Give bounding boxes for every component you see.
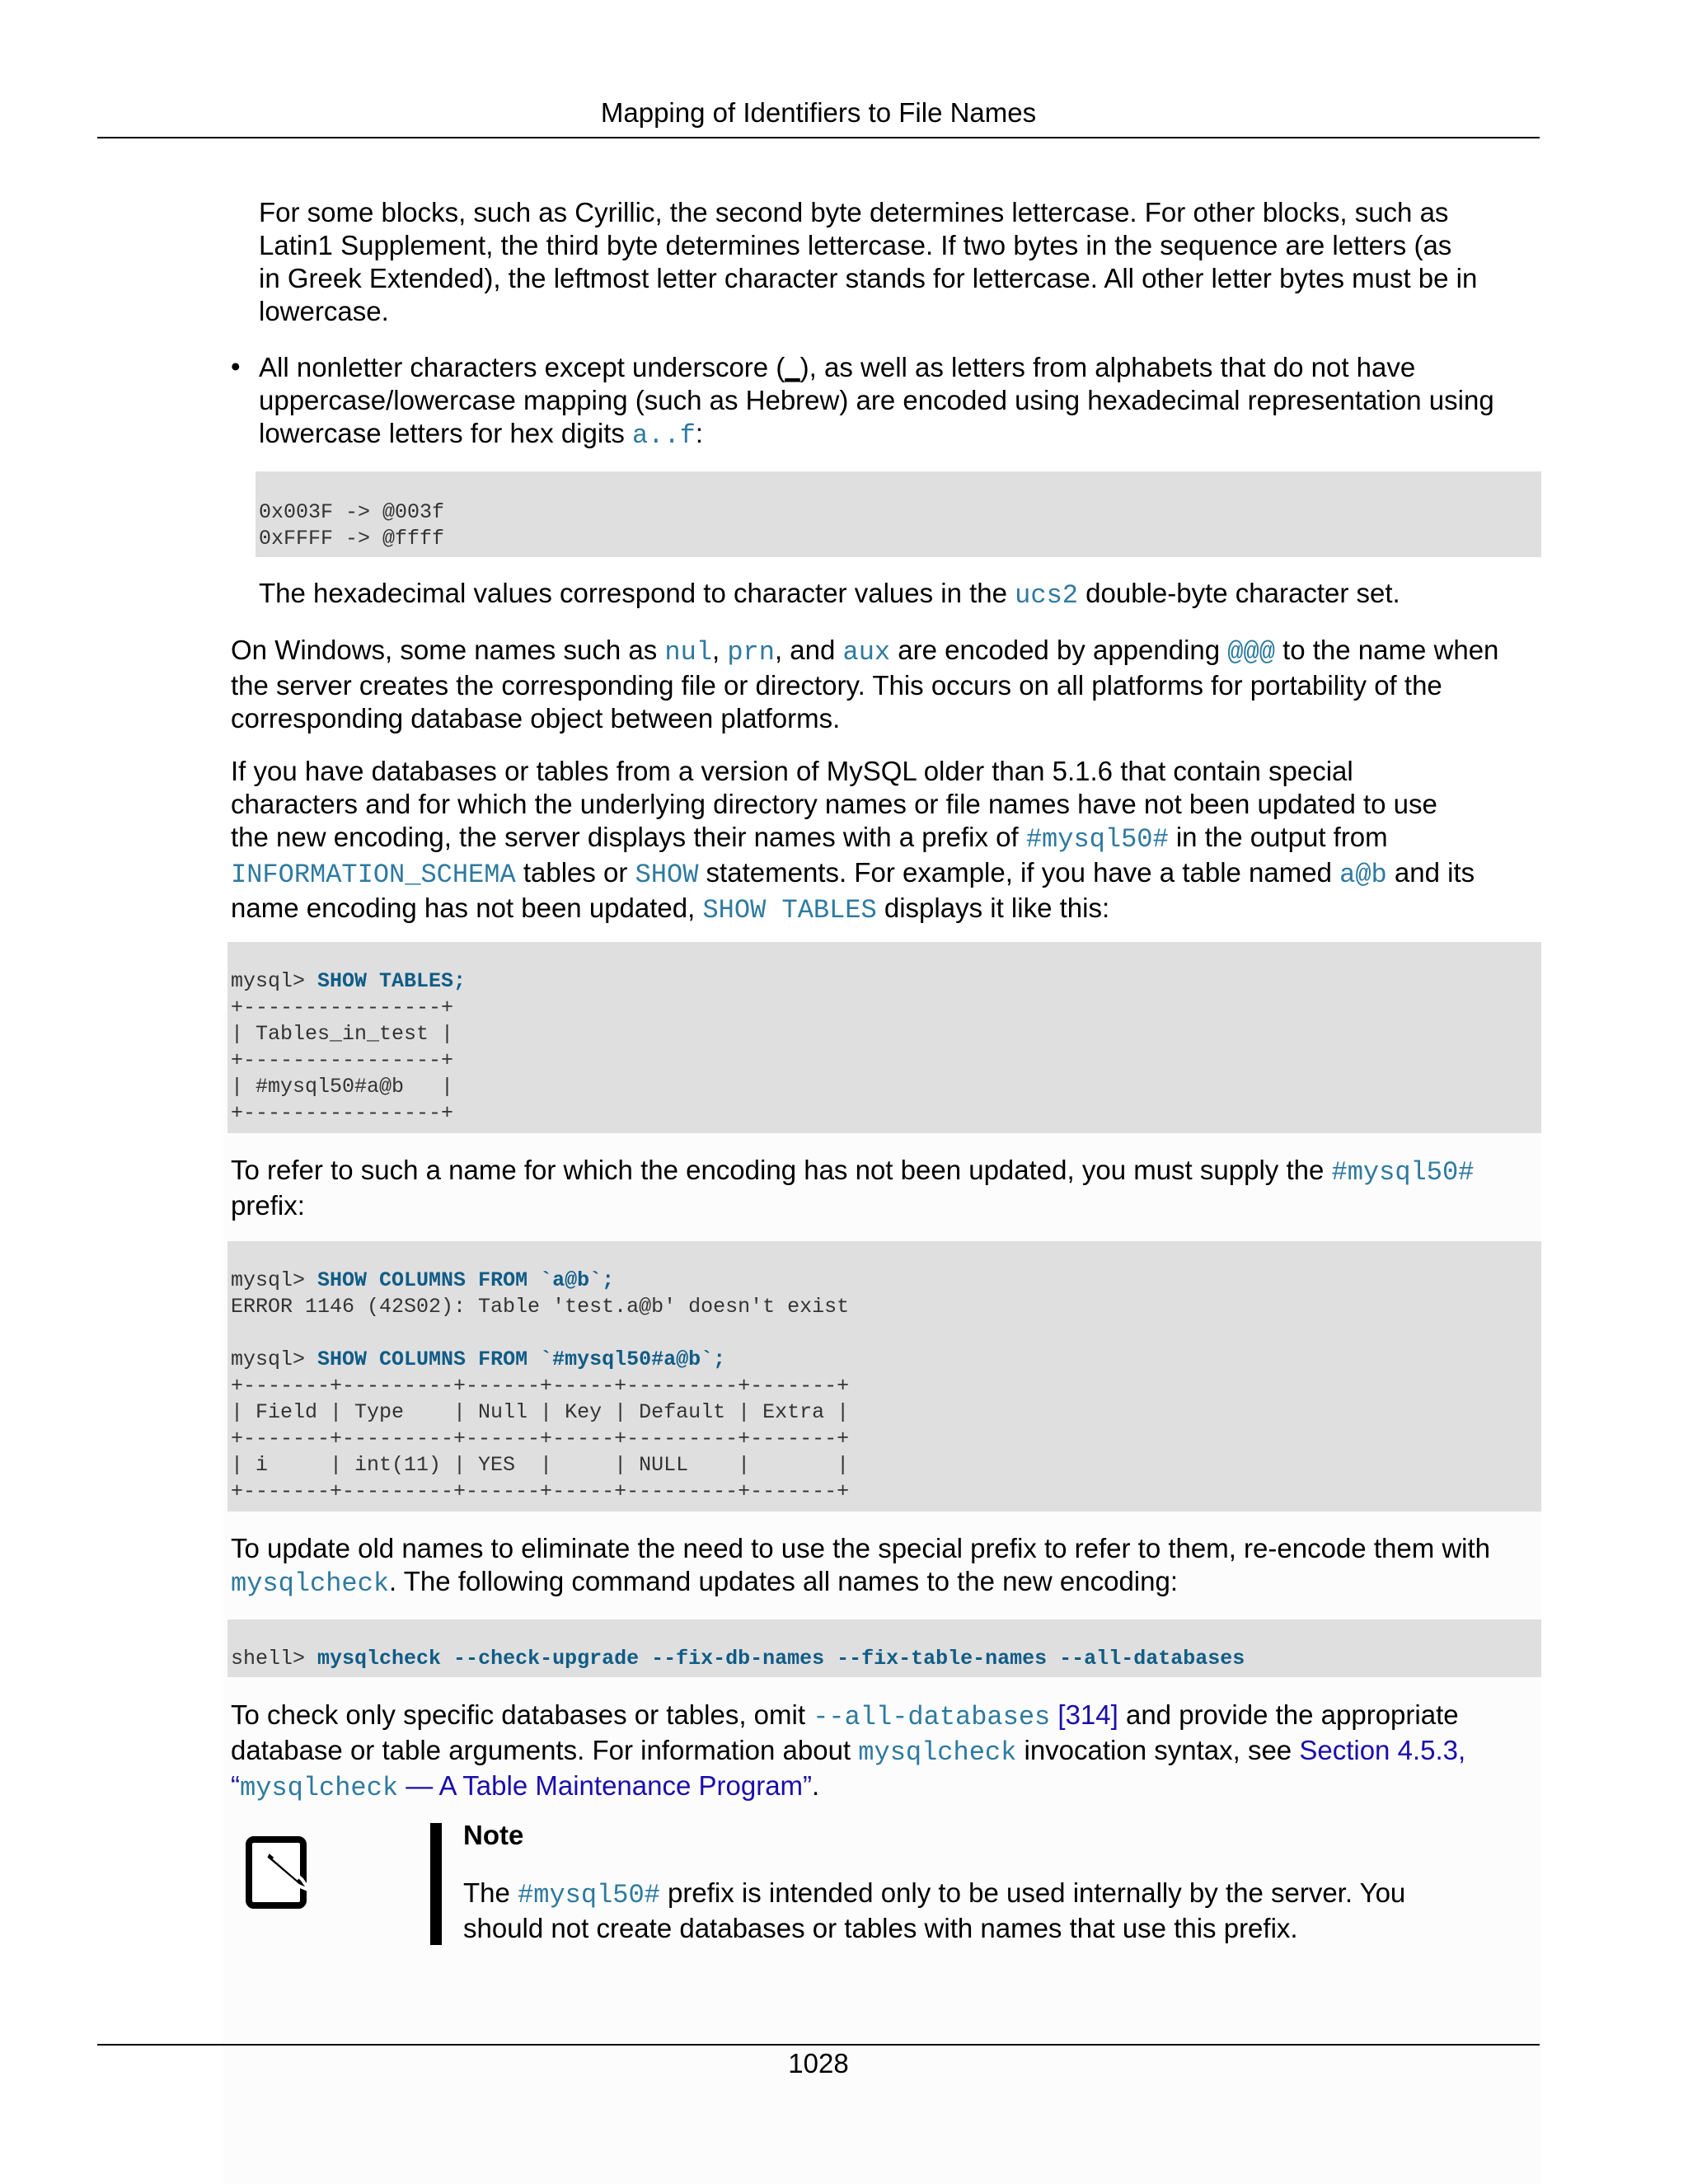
note-bar <box>430 1823 442 1945</box>
text-line: should not create databases or tables with names that use this prefix. <box>463 1913 1298 1943</box>
section-link[interactable]: Section 4.5.3, <box>1299 1735 1466 1765</box>
code-block-hex: 0x003F -> @003f 0xFFFF -> @ffff <box>256 471 1541 557</box>
inline-code: aux <box>842 637 891 668</box>
note-heading: Note <box>463 1820 524 1850</box>
inline-code: INFORMATION_SCHEMA <box>231 860 516 890</box>
command-text: SHOW COLUMNS FROM `a@b`; <box>317 1268 615 1292</box>
text-line: uppercase/lowercase mapping (such as Hebrew) are encoded using hexadecimal representation using <box>259 385 1494 415</box>
text-line: characters and for which the underlying directory names or file names have not been updated to use <box>231 789 1437 819</box>
header-rule <box>97 137 1540 138</box>
underscore-char: _ <box>785 352 800 382</box>
code-block-show-tables: mysql> SHOW TABLES; +----------------+ | Tables_in_test | +----------------+ | #mysql50#a@b | +----------------+ <box>227 942 1541 1133</box>
text-line: All nonletter characters except underscore (_), as well as letters from alphabets that do not have <box>259 352 1416 382</box>
inline-code: #mysql50# <box>1025 824 1169 855</box>
inline-code: #mysql50# <box>1331 1157 1475 1188</box>
inline-code: SHOW <box>635 860 699 890</box>
text-line: the new encoding, the server displays their names with a prefix of #mysql50# in the output from <box>231 822 1388 855</box>
text-line: corresponding database object between platforms. <box>231 703 841 733</box>
text-line: mysqlcheck. The following command updates all names to the new encoding: <box>231 1566 1178 1599</box>
inline-code: nul <box>664 637 712 668</box>
reference-link-314[interactable]: [314] <box>1050 1699 1118 1730</box>
inline-code: prn <box>727 637 775 668</box>
text-line: To check only specific databases or tables, omit --all-databases [314] and provide the appropriate <box>231 1699 1459 1732</box>
inline-code: mysqlcheck <box>858 1737 1017 1768</box>
footer-rule <box>97 2044 1540 2046</box>
text-line: database or table arguments. For information about mysqlcheck invocation syntax, see Section 4.5.3, <box>231 1735 1466 1768</box>
inline-code: #mysql50# <box>518 1880 660 1910</box>
bullet-nonletter <box>259 351 1494 452</box>
text-line: in Greek Extended), the leftmost letter character stands for lettercase. All other letter bytes must be in <box>259 263 1478 293</box>
text-line: If you have databases or tables from a version of MySQL older than 5.1.6 that contain special <box>231 756 1353 786</box>
paragraph-lettercase <box>259 196 1477 328</box>
command-text: SHOW TABLES; <box>317 969 467 993</box>
note-body <box>463 1877 1405 1945</box>
text-line: On Windows, some names such as nul, prn, and aux are encoded by appending @@@ to the name when <box>231 635 1499 668</box>
text-line: the server creates the corresponding file or directory. This occurs on all platforms for portability of the <box>231 670 1442 701</box>
text-line: lowercase. <box>259 296 389 326</box>
text-line: To refer to such a name for which the encoding has not been updated, you must supply the #mysql50# <box>231 1155 1475 1188</box>
section-link-title[interactable]: “mysqlcheck — A Table Maintenance Program” <box>231 1770 813 1803</box>
inline-code: a@b <box>1339 860 1387 890</box>
page-header-title: Mapping of Identifiers to File Names <box>600 97 1037 128</box>
inline-code: a..f <box>632 420 696 451</box>
paragraph-hex-values: The hexadecimal values correspond to character values in the ucs2 double-byte character set. <box>259 578 1400 611</box>
page-number: 1028 <box>788 2048 849 2079</box>
inline-code: mysqlcheck <box>240 1773 399 1803</box>
inline-code: SHOW TABLES <box>702 895 877 926</box>
command-text: mysqlcheck --check-upgrade --fix-db-names --fix-table-names --all-databases <box>317 1647 1245 1671</box>
code-block-mysqlcheck: shell> mysqlcheck --check-upgrade --fix-db-names --fix-table-names --all-databases <box>227 1619 1541 1677</box>
text-line: INFORMATION_SCHEMA tables or SHOW statements. For example, if you have a table named a@b and its <box>231 857 1475 890</box>
inline-code: mysqlcheck <box>231 1568 390 1599</box>
inline-code: ucs2 <box>1015 580 1078 611</box>
text-line: “mysqlcheck — A Table Maintenance Program”. <box>231 1770 820 1803</box>
text-line: The #mysql50# prefix is intended only to be used internally by the server. You <box>463 1877 1406 1910</box>
paragraph-check-specific <box>231 1699 1465 1805</box>
note-icon <box>244 1833 316 1912</box>
paragraph-old-databases <box>231 755 1475 927</box>
paragraph-refer-name <box>231 1154 1474 1222</box>
code-block-show-columns: mysql> SHOW COLUMNS FROM `a@b`; ERROR 1146 (42S02): Table 'test.a@b' doesn't exist mysql> SHOW COLUMNS FROM `#mysql50#a@b`; +-------+---------+------+-----+---------+-------+ | Field | Type | Null | Key | Default | Extra | +-------+---------+------+-----+---------+-------+ | i | int(11) | YES | | NULL | | +-------+---------+------+-----+---------+-------+ <box>227 1241 1541 1511</box>
command-text: SHOW COLUMNS FROM `#mysql50#a@b`; <box>317 1347 726 1371</box>
text-line: name encoding has not been updated, SHOW TABLES displays it like this: <box>231 893 1110 926</box>
text-line: For some blocks, such as Cyrillic, the second byte determines lettercase. For other blocks, such as <box>259 197 1449 227</box>
text-line: lowercase letters for hex digits a..f: <box>259 418 704 451</box>
text-line: To update old names to eliminate the need to use the special prefix to refer to them, re-encode them with <box>231 1533 1491 1563</box>
text-line: Latin1 Supplement, the third byte determines lettercase. If two bytes in the sequence are letters (as <box>259 230 1452 260</box>
bullet-marker: • <box>231 351 241 382</box>
paragraph-windows-names <box>231 634 1498 735</box>
text-line: prefix: <box>231 1190 305 1221</box>
paragraph-update-names <box>231 1532 1490 1601</box>
inline-code: --all-databases <box>813 1702 1051 1732</box>
inline-code: @@@ <box>1227 637 1275 668</box>
